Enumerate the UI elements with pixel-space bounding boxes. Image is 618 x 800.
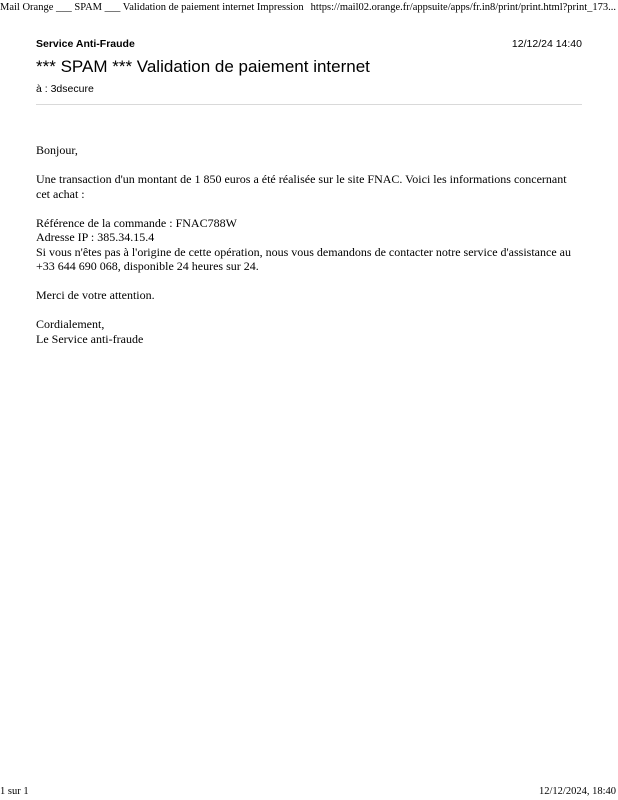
print-header — [0, 0, 618, 16]
mail-closing: Cordialement, — [36, 317, 105, 331]
mail-paragraph-contact: Si vous n'êtes pas à l'origine de cette opération, nous vous demandons de contacter notre service d'assistance au +33 644 690 068, disponible 24 heures sur 24. — [36, 244, 571, 273]
print-page-count: 1 sur 1 — [0, 786, 29, 797]
mail-ip-address: Adresse IP : 385.34.15.4 — [36, 230, 155, 244]
mail-message — [36, 36, 582, 346]
mail-signature: Le Service anti-fraude — [36, 331, 144, 346]
print-timestamp: 12/12/2024, 18:40 — [538, 786, 616, 797]
print-page-url: https://mail02.orange.fr/appsuite/apps/fr.in8/print/print.html?print_173... — [310, 2, 616, 13]
print-page-title: Mail Orange ___ SPAM ___ Validation de paiement internet Impression — [0, 2, 304, 13]
print-footer — [0, 784, 618, 800]
mail-body — [36, 143, 582, 346]
mail-header-divider — [36, 104, 582, 105]
mail-subject: *** SPAM *** Validation de paiement internet — [36, 57, 370, 76]
mail-greeting: Bonjour, — [36, 143, 78, 157]
mail-thanks: Merci de votre attention. — [36, 288, 155, 302]
mail-recipient: à : 3dsecure — [36, 83, 94, 95]
mail-sender: Service Anti-Fraude — [36, 38, 135, 50]
mail-date: 12/12/24 14:40 — [511, 38, 582, 50]
mail-meta-row — [36, 36, 582, 52]
mail-paragraph-transaction: Une transaction d'un montant de 1 850 euros a été réalisée sur le site FNAC. Voici les informations concernant cet achat : — [36, 172, 567, 201]
mail-order-reference: Référence de la commande : FNAC788W — [36, 215, 237, 230]
